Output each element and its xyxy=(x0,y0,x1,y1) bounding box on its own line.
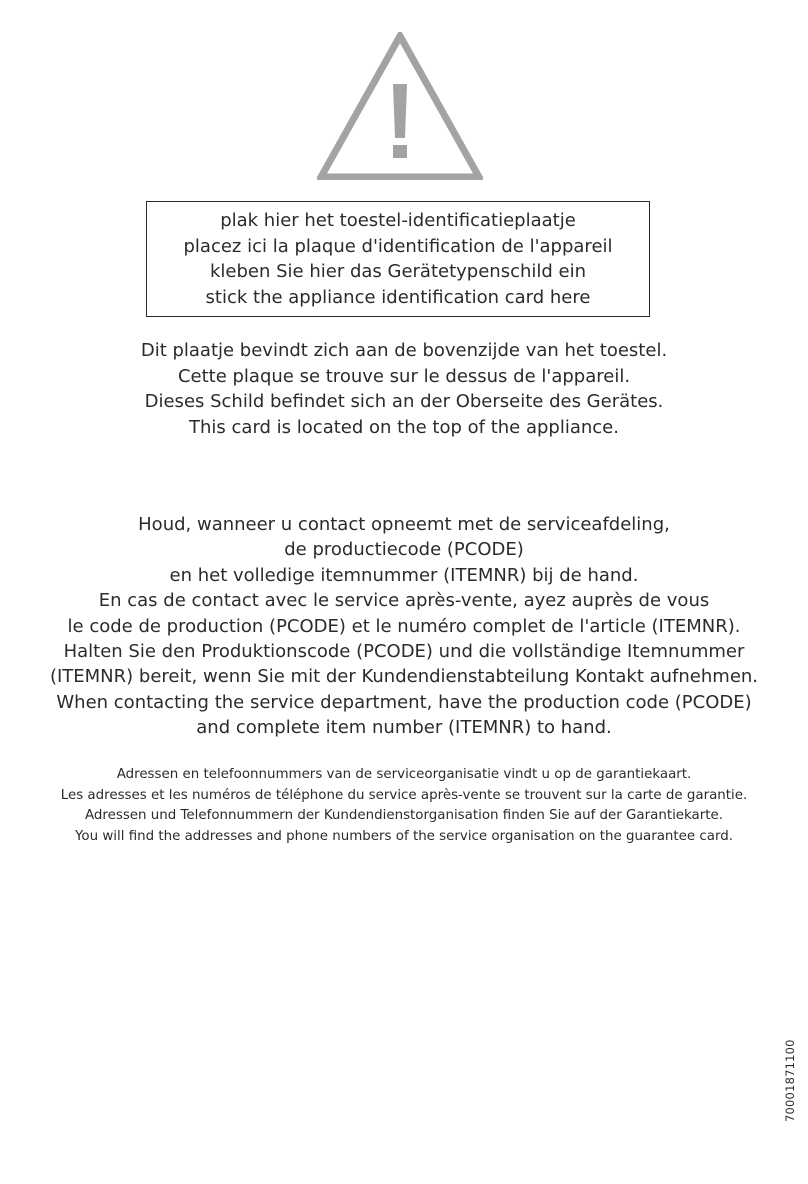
service-info-line: en het volledige itemnummer (ITEMNR) bij de hand. xyxy=(169,564,639,586)
warning-triangle-icon xyxy=(317,32,483,180)
plate-location-line-de: Dieses Schild befindet sich an der Oberseite des Gerätes. xyxy=(144,391,664,412)
service-info-line: de productiecode (PCODE) xyxy=(284,539,524,561)
plate-location-line-fr: Cette plaque se trouve sur le dessus de l'appareil. xyxy=(177,365,631,387)
exclamation-bar xyxy=(393,84,407,138)
addresses-info-text xyxy=(0,765,808,847)
addresses-line-en: You will find the addresses and phone numbers of the service organisation on the guarantee card. xyxy=(74,828,734,844)
exclamation-dot xyxy=(393,145,407,158)
service-info-line: le code de production (PCODE) et le numéro complet de l'article (ITEMNR). xyxy=(67,615,741,637)
service-info-line: Houd, wanneer u contact opneemt met de serviceafdeling, xyxy=(138,514,670,535)
service-info-line: and complete item number (ITEMNR) to hand. xyxy=(196,717,612,739)
plate-location-text xyxy=(0,338,808,440)
service-info-line: When contacting the service department, have the production code (PCODE) xyxy=(56,691,752,713)
addresses-line-nl: Adressen en telefoonnummers van de serviceorganisatie vindt u op de garantiekaart. xyxy=(116,767,692,782)
plate-location-line-en: This card is located on the top of the appliance. xyxy=(189,416,619,438)
service-info-text xyxy=(0,512,808,741)
plate-location-line-nl: Dit plaatje bevindt zich aan de bovenzijde van het toestel. xyxy=(140,340,668,361)
id-plate-box xyxy=(146,201,650,317)
id-plate-line-de: kleben Sie hier das Gerätetypenschild ein xyxy=(209,261,587,282)
id-plate-line-fr: placez ici la plaque d'identification de l'appareil xyxy=(183,235,613,257)
document-number: 70001871100 xyxy=(783,1039,797,1122)
service-info-line: Halten Sie den Produktionscode (PCODE) und die vollständige Itemnummer xyxy=(63,641,745,663)
service-info-line: En cas de contact avec le service après-vente, ayez auprès de vous xyxy=(98,590,710,612)
addresses-line-fr: Les adresses et les numéros de téléphone du service après-vente se trouvent sur la carte de garantie. xyxy=(60,787,748,803)
addresses-line-de: Adressen und Telefonnummern der Kundendienstorganisation finden Sie auf der Garantiekarte. xyxy=(84,808,724,823)
id-plate-line-en: stick the appliance identification card here xyxy=(205,286,591,308)
id-plate-line-nl: plak hier het toestel-identificatieplaatje xyxy=(220,210,576,231)
service-info-line: (ITEMNR) bereit, wenn Sie mit der Kundendienstabteilung Kontakt aufnehmen. xyxy=(49,666,759,688)
